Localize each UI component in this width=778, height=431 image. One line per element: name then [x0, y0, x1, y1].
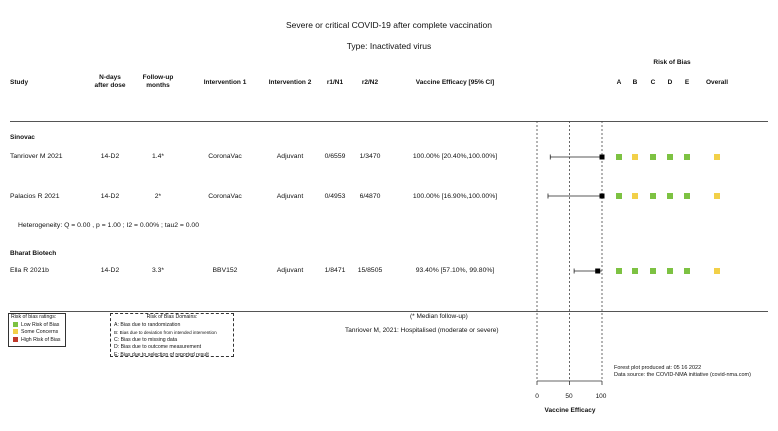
col-rob-c: C	[650, 79, 656, 86]
col-rob-d: D	[667, 79, 673, 86]
study-r1n1: 0/6559	[324, 153, 346, 160]
col-rob-overall: Overall	[705, 79, 729, 86]
rob-square	[650, 193, 656, 199]
study-ve: 93.40% [57.10%, 99.80%]	[415, 267, 495, 274]
study-ve: 100.00% [20.40%,100.00%]	[412, 153, 498, 160]
chart-title: Severe or critical COVID-19 after complete vaccination	[286, 20, 492, 30]
rob-square	[714, 193, 720, 199]
rob-square	[667, 154, 673, 160]
rob-square	[667, 268, 673, 274]
rob-domains-legend	[110, 313, 234, 357]
rob-square	[616, 268, 622, 274]
col-followup-2: months	[146, 82, 170, 89]
col-intervention1: Intervention 1	[203, 79, 247, 86]
rob-square	[684, 268, 690, 274]
study-name: Ella R 2021b	[10, 267, 49, 274]
some-swatch	[13, 329, 18, 334]
domain-c: C: Bias due to missing data	[114, 336, 178, 343]
domain-d: D: Bias due to outcome measurement	[114, 344, 202, 350]
heterogeneity-sinovac: Heterogeneity: Q = 0.00 , p = 1.00 ; I2 = 0.00% ; tau2 = 0.00	[18, 222, 199, 229]
rob-header-title: Risk of Bias	[653, 59, 691, 66]
rob-square	[616, 193, 622, 199]
col-study: Study	[10, 79, 29, 86]
chart-subtitle: Type: Inactivated virus	[346, 41, 432, 51]
legend-some: Some Concerns	[9, 329, 65, 337]
low-swatch	[13, 322, 18, 327]
col-rob-a: A	[616, 79, 622, 86]
study-ndays: 14-D2	[100, 153, 120, 160]
study-ndays: 14-D2	[100, 193, 120, 200]
study-name: Palacios R 2021	[10, 193, 60, 200]
legend-low: Low Risk of Bias	[9, 322, 65, 330]
rob-square	[714, 154, 720, 160]
study-followup: 3.3*	[151, 267, 165, 274]
outcome-note: Tanriover M, 2021: Hospitalised (moderate or severe)	[345, 327, 499, 334]
col-rob-b: B	[632, 79, 638, 86]
rob-square	[650, 154, 656, 160]
study-ve: 100.00% [16.90%,100.00%]	[412, 193, 498, 200]
col-intervention2: Intervention 2	[268, 79, 312, 86]
study-intervention2: Adjuvant	[276, 193, 304, 200]
study-followup: 2*	[154, 193, 162, 200]
domain-a: A: Bias due to randomization	[114, 321, 181, 328]
rob-square	[667, 193, 673, 199]
study-r2n2: 15/8505	[357, 267, 383, 274]
point-estimate	[600, 194, 605, 199]
col-r1n1: r1/N1	[326, 79, 344, 86]
median-note: (* Median follow-up)	[410, 313, 468, 320]
study-r2n2: 6/4870	[359, 193, 381, 200]
study-r1n1: 1/8471	[324, 267, 346, 274]
domain-e: E: Bias due to selection of reported result	[114, 351, 209, 358]
col-ndays-2: after dose	[94, 82, 126, 89]
rob-square	[632, 268, 638, 274]
rob-square	[632, 193, 638, 199]
legend-high: High Risk of Bias	[9, 337, 65, 345]
source-note: Data source: the COVID-NMA initiative (covid-nma.com)	[614, 372, 751, 378]
point-estimate	[600, 155, 605, 160]
x-axis-label: Vaccine Efficacy	[544, 407, 596, 414]
rob-square	[616, 154, 622, 160]
rob-square	[684, 193, 690, 199]
domain-b: B: Bias due to deviation from intended intervention	[114, 330, 217, 335]
rob-ratings-legend	[8, 313, 66, 347]
x-tick-label: 0	[535, 393, 539, 400]
legend-title: Risk of bias ratings:	[11, 314, 57, 320]
group-label-sinovac: Sinovac	[10, 134, 35, 141]
study-intervention1: BBV152	[212, 267, 238, 274]
group-label-bharat: Bharat Biotech	[10, 250, 57, 257]
col-r2n2: r2/N2	[361, 79, 379, 86]
rob-square	[714, 268, 720, 274]
study-intervention2: Adjuvant	[276, 153, 304, 160]
study-name: Tanriover M 2021	[10, 153, 63, 160]
study-intervention1: CoronaVac	[208, 153, 242, 160]
study-ndays: 14-D2	[100, 267, 120, 274]
col-ve: Vaccine Efficacy [95% CI]	[415, 79, 495, 86]
study-intervention1: CoronaVac	[208, 193, 242, 200]
domains-title: Risk of Bias Domains:	[146, 314, 198, 320]
study-r2n2: 1/3470	[359, 153, 381, 160]
high-swatch	[13, 337, 18, 342]
col-rob-e: E	[684, 79, 690, 86]
study-intervention2: Adjuvant	[276, 267, 304, 274]
rob-square	[632, 154, 638, 160]
col-ndays-1: N-days	[99, 74, 121, 81]
produced-note: Forest plot produced at: 05 16 2022	[614, 365, 702, 371]
x-tick-label: 50	[565, 393, 573, 400]
col-followup-1: Follow-up	[142, 74, 174, 81]
rob-square	[650, 268, 656, 274]
rob-square	[684, 154, 690, 160]
point-estimate	[595, 269, 600, 274]
x-tick-label: 100	[595, 393, 607, 400]
study-r1n1: 0/4953	[324, 193, 346, 200]
study-followup: 1.4*	[151, 153, 165, 160]
